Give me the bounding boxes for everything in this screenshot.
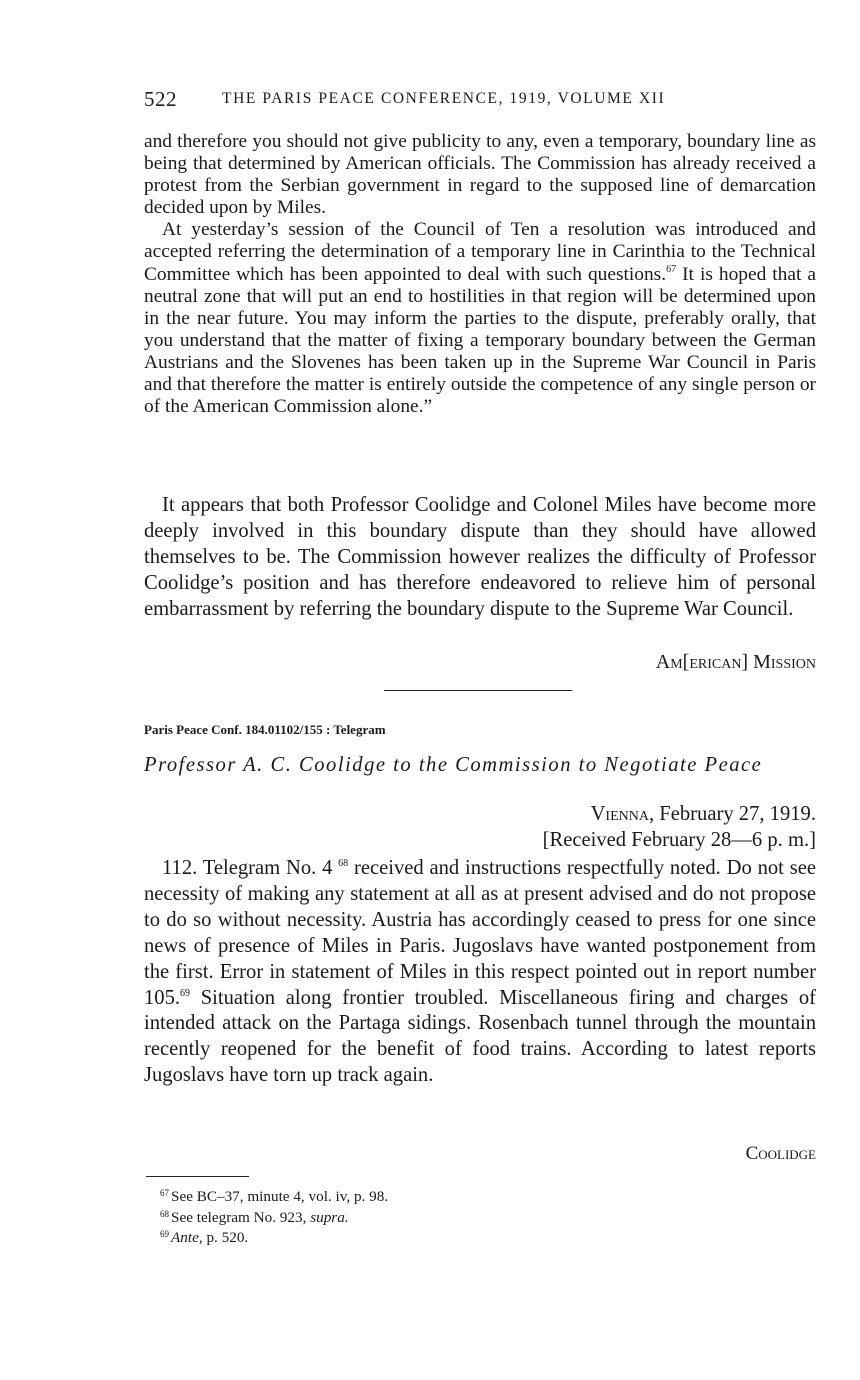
section-divider (384, 690, 572, 691)
telegram-date-place: Vienna (590, 803, 649, 825)
telegram-body-section (144, 856, 816, 1089)
footnote-italic: Ante (171, 1229, 199, 1247)
footnote-mark: 67 (160, 1188, 169, 1198)
footnote-mark: 68 (160, 1208, 169, 1219)
footnote-text: See BC–37, minute 4, vol. iv, p. 98. (171, 1188, 389, 1205)
footnote-68 (160, 1206, 388, 1227)
telegram-title: Professor A. C. Coolidge to the Commission to Negotiate Peace (144, 754, 763, 776)
telegram-date-text: , February 27, 1919. (648, 803, 816, 825)
commentary-paragraph: It appears that both Professor Coolidge and Colonel Miles have become more deeply involved in this boundary dispute than they should have allowed themselves to be. The Commission however realizes the difficulty of Professor Coolidge’s position and has therefore endeavored to relieve him of personal embarrassment by referring the boundary dispute to the Supreme War Council. (144, 494, 816, 620)
footnote-text: , p. 520. (198, 1229, 249, 1247)
footnote-ref-67: 67 (666, 263, 677, 275)
telegram-received: [Received February 28—6 p. m.] (542, 828, 816, 851)
letter-paragraph-1: and therefore you should not give publicity to any, even a temporary, boundary line as being that determined by American officials. The Commission has already received a protest from the Serbian government in regard to the supposed line of demarcation decided upon by Miles. (144, 131, 816, 219)
telegram-body-text-c: Situation along frontier troubled. Miscellaneous firing and charges of intended attack on the Partaga sidings. Rosenbach tunnel through the mountain recently reopened for the benefit of food trains. According to latest reports Jugoslavs have torn up track again. (144, 986, 816, 1087)
running-title: THE PARIS PEACE CONFERENCE, 1919, VOLUME XII (222, 90, 666, 107)
footnote-mark: 69 (160, 1229, 169, 1240)
letter-paragraph-2-text-a: At yesterday’s session of the Council of Ten a resolution was introduced and accepted referring the determination of a temporary line in Carinthia to the Technical Committee which has been appointed to deal with such questions. (144, 219, 816, 285)
letter-quoted-section (144, 131, 816, 418)
commentary-section (144, 493, 816, 623)
telegram-dateline (144, 802, 816, 853)
letter-paragraph-2 (144, 219, 816, 418)
letter-signature: Am[erican] Mission (655, 651, 816, 673)
document-source-line: Paris Peace Conf. 184.01102/155 : Telegram (144, 722, 386, 737)
telegram-date (144, 802, 816, 828)
page-number: 522 (144, 87, 177, 111)
page-header (144, 87, 816, 113)
telegram-body-text-b: received and instructions respectfully noted. Do not see necessity of making any statement at all as at present advised and do not propose to do so without necessity. Austria has accordingly ceased to press for one since news of presence of Miles in Paris. Jugoslavs have wanted postponement from the first. Error in statement of Miles in this respect pointed out in report number 105. (144, 857, 816, 1009)
footnotes (160, 1185, 388, 1247)
telegram-body (144, 856, 816, 1089)
telegram-body-text-a: 112. Telegram No. 4 (162, 857, 339, 879)
letter-paragraph-2-text-b: It is hoped that a neutral zone that will put an end to hostilities in that region will be determined upon in the near future. You may inform the parties to the dispute, preferably orally, that you understand that the matter of fixing a temporary boundary between the German Austrians and the Slovenes has been taken up in the Supreme War Council in Paris and that therefore the matter is entirely outside the competence of any single person or of the American Commission alone.” (144, 263, 816, 418)
footnote-ref-68: 68 (338, 858, 349, 869)
footnote-text: See telegram No. 923, (171, 1208, 311, 1226)
footnote-rule (146, 1176, 249, 1177)
footnote-69 (160, 1226, 388, 1247)
telegram-signature: Coolidge (745, 1143, 816, 1164)
footnote-67 (160, 1185, 388, 1206)
footnote-italic: supra. (310, 1208, 349, 1226)
footnote-ref-69: 69 (180, 987, 191, 999)
